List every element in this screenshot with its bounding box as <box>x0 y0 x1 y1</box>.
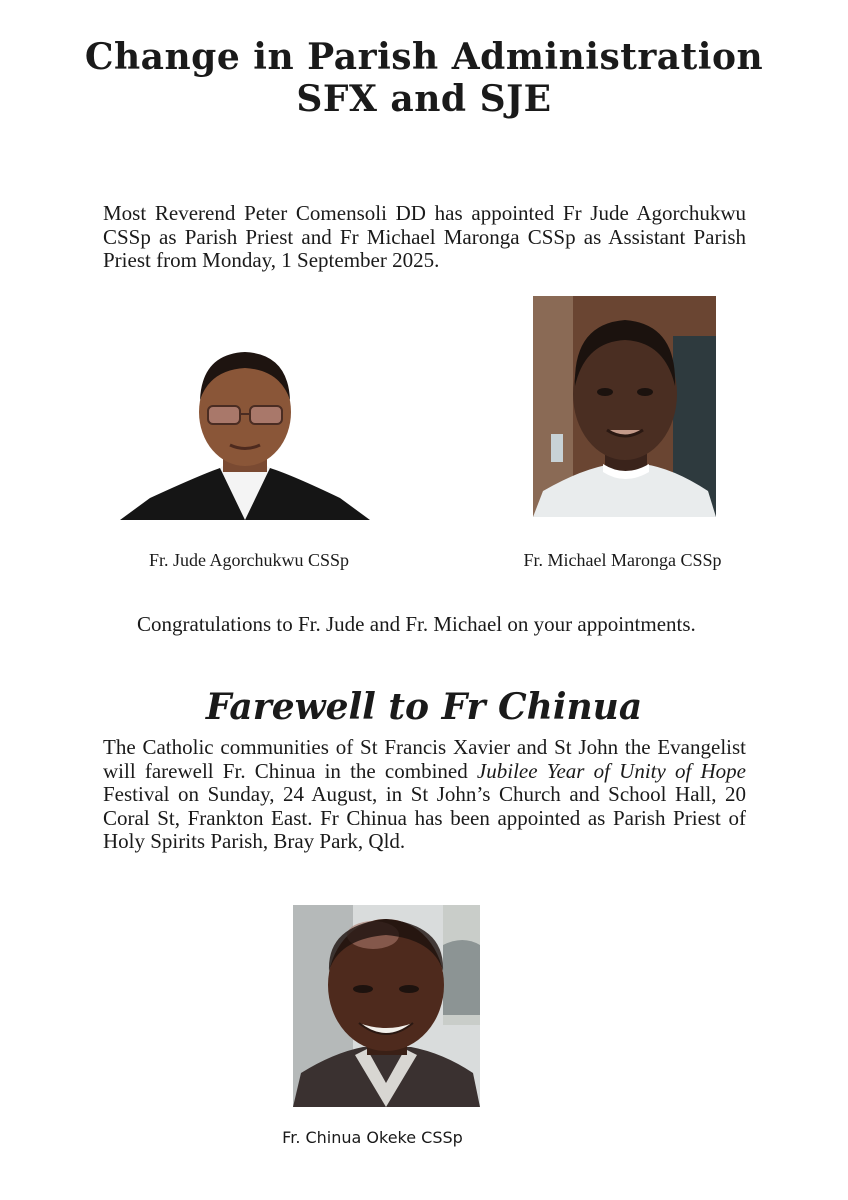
farewell-paragraph <box>103 736 746 854</box>
caption-fr-jude: Fr. Jude Agorchukwu CSSp <box>148 550 350 570</box>
caption-fr-michael: Fr. Michael Maronga CSSp <box>523 550 722 570</box>
portrait-chinua-image <box>293 905 480 1107</box>
appointment-paragraph: Most Reverend Peter Comensoli DD has appointed Fr Jude Agorchukwu CSSp as Parish Priest and Fr Michael Maronga CSSp as Assistant Parish Priest from Monday, 1 September 2025. <box>103 201 746 272</box>
congratulations-text: Congratulations to Fr. Jude and Fr. Michael on your appointments. <box>137 612 696 636</box>
farewell-title: Farewell to Fr Chinua <box>205 686 643 728</box>
farewell-text-part1: The Catholic communities of St Francis Xavier and St John the Evangelist will farewell Fr. Chinua in the combined <box>103 735 746 783</box>
caption-fr-chinua: Fr. Chinua Okeke CSSp <box>282 1128 463 1147</box>
portrait-jude-image <box>120 340 370 520</box>
portrait-michael-image <box>533 296 716 517</box>
photo-fr-chinua <box>293 905 480 1107</box>
page-title <box>0 36 848 120</box>
page-title-line1: Change in Parish Administration <box>84 36 764 78</box>
photo-fr-jude <box>120 340 370 520</box>
jubilee-event-name: Jubilee Year of Unity of Hope <box>476 758 746 783</box>
farewell-text-part2: Festival on Sunday, 24 August, in St John’s Church and School Hall, 20 Coral St, Frankton East. Fr Chinua has been appointed as Parish Priest of Holy Spirits Parish, Bray Park, Qld. <box>103 782 746 853</box>
page-title-line2: SFX and SJE <box>296 78 552 120</box>
photo-fr-michael <box>533 296 716 517</box>
